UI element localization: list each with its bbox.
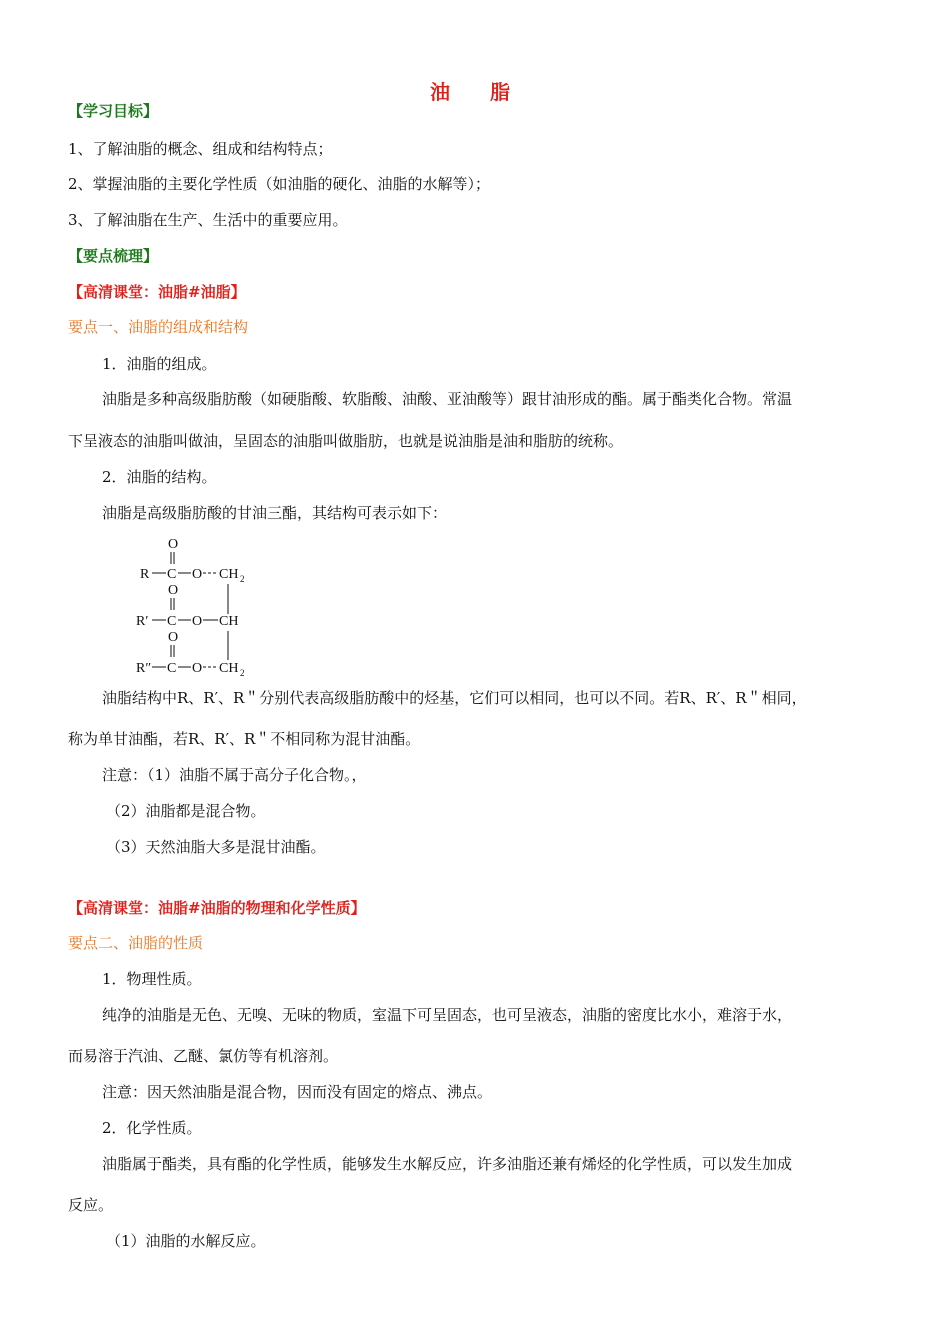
triglyceride-structure-formula	[132, 532, 262, 680]
section2-p1-line2: 而易溶于汽油、乙醚、氯仿等有机溶剂。	[68, 1047, 339, 1065]
section2-sub1: 1．物理性质。	[102, 970, 202, 988]
formula-c-1: C	[167, 567, 177, 582]
formula-o-mid-2: O	[192, 614, 203, 629]
section1-p2: 油脂是高级脂肪酸的甘油三酯，其结构可表示如下：	[102, 504, 448, 522]
objectives-heading: 【学习目标】	[68, 102, 159, 120]
formula-o-mid-1: O	[192, 567, 203, 582]
objective-item-1: 1、了解油脂的概念、组成和结构特点；	[68, 140, 333, 158]
objective-item-2: 2、掌握油脂的主要化学性质（如油脂的硬化、油脂的水解等）；	[68, 175, 491, 193]
formula-c-2: C	[167, 614, 177, 629]
formula-r3: R″	[136, 661, 152, 676]
objective-item-3: 3、了解油脂在生产、生活中的重要应用。	[68, 211, 348, 229]
page-title: 油 脂	[430, 80, 520, 104]
section1-note3: （3）天然油脂大多是混甘油酯。	[106, 838, 326, 856]
section1-p3-line2: 称为单甘油酯，若R、R′、R＂不相同称为混甘油酯。	[68, 730, 421, 748]
formula-ch2-1: CH	[219, 567, 239, 582]
class-link-1[interactable]	[68, 283, 246, 301]
summary-heading: 【要点梳理】	[68, 247, 159, 265]
section2-sub2: 2．化学性质。	[102, 1119, 202, 1137]
formula-sub-3: 2	[240, 668, 245, 678]
section1-sub2: 2．油脂的结构。	[102, 468, 217, 486]
section2-p2-line1: 油脂属于酯类，具有酯的化学性质，能够发生水解反应，许多油脂还兼有烯烃的化学性质，可以发生加成	[102, 1155, 793, 1173]
formula-o-top-1: O	[168, 537, 179, 552]
section1-sub1: 1．油脂的组成。	[102, 355, 217, 373]
section1-note1: 注意：（1）油脂不属于高分子化合物。，	[102, 766, 367, 784]
section1-note2: （2）油脂都是混合物。	[106, 802, 266, 820]
formula-c-3: C	[167, 661, 177, 676]
formula-ch2-3: CH	[219, 661, 239, 676]
section1-p1-line2: 下呈液态的油脂叫做油，呈固态的油脂叫做脂肪，也就是说油脂是油和脂肪的统称。	[68, 432, 624, 450]
class-link-2[interactable]	[68, 899, 366, 917]
section2-sub3: （1）油脂的水解反应。	[106, 1232, 266, 1250]
section1-p1-line1: 油脂是多种高级脂肪酸（如硬脂酸、软脂酸、油酸、亚油酸等）跟甘油形成的酯。属于酯类化合物。常温	[102, 390, 793, 408]
formula-sub-1: 2	[240, 574, 245, 584]
class-link-1-text: 【高清课堂：油脂#油脂】	[68, 283, 246, 301]
section2-p2-line2: 反应。	[68, 1196, 114, 1214]
formula-o-top-2: O	[168, 583, 179, 598]
class-link-2-text: 【高清课堂：油脂#油脂的物理和化学性质】	[68, 899, 366, 917]
formula-o-top-3: O	[168, 630, 179, 645]
section1-heading: 要点一、油脂的组成和结构	[68, 318, 249, 336]
section1-p3-line1: 油脂结构中R、R′、R＂分别代表高级脂肪酸中的烃基，它们可以相同，也可以不同。若R、R′、R＂相同，	[102, 689, 807, 707]
formula-ch: CH	[219, 614, 239, 629]
formula-r1: R	[140, 567, 150, 582]
section2-note: 注意：因天然油脂是混合物，因而没有固定的熔点、沸点。	[102, 1083, 493, 1101]
formula-o-mid-3: O	[192, 661, 203, 676]
formula-r2: R′	[136, 614, 149, 629]
section2-heading: 要点二、油脂的性质	[68, 934, 204, 952]
section2-p1-line1: 纯净的油脂是无色、无嗅、无味的物质，室温下可呈固态，也可呈液态，油脂的密度比水小，难溶于水，	[102, 1006, 793, 1024]
